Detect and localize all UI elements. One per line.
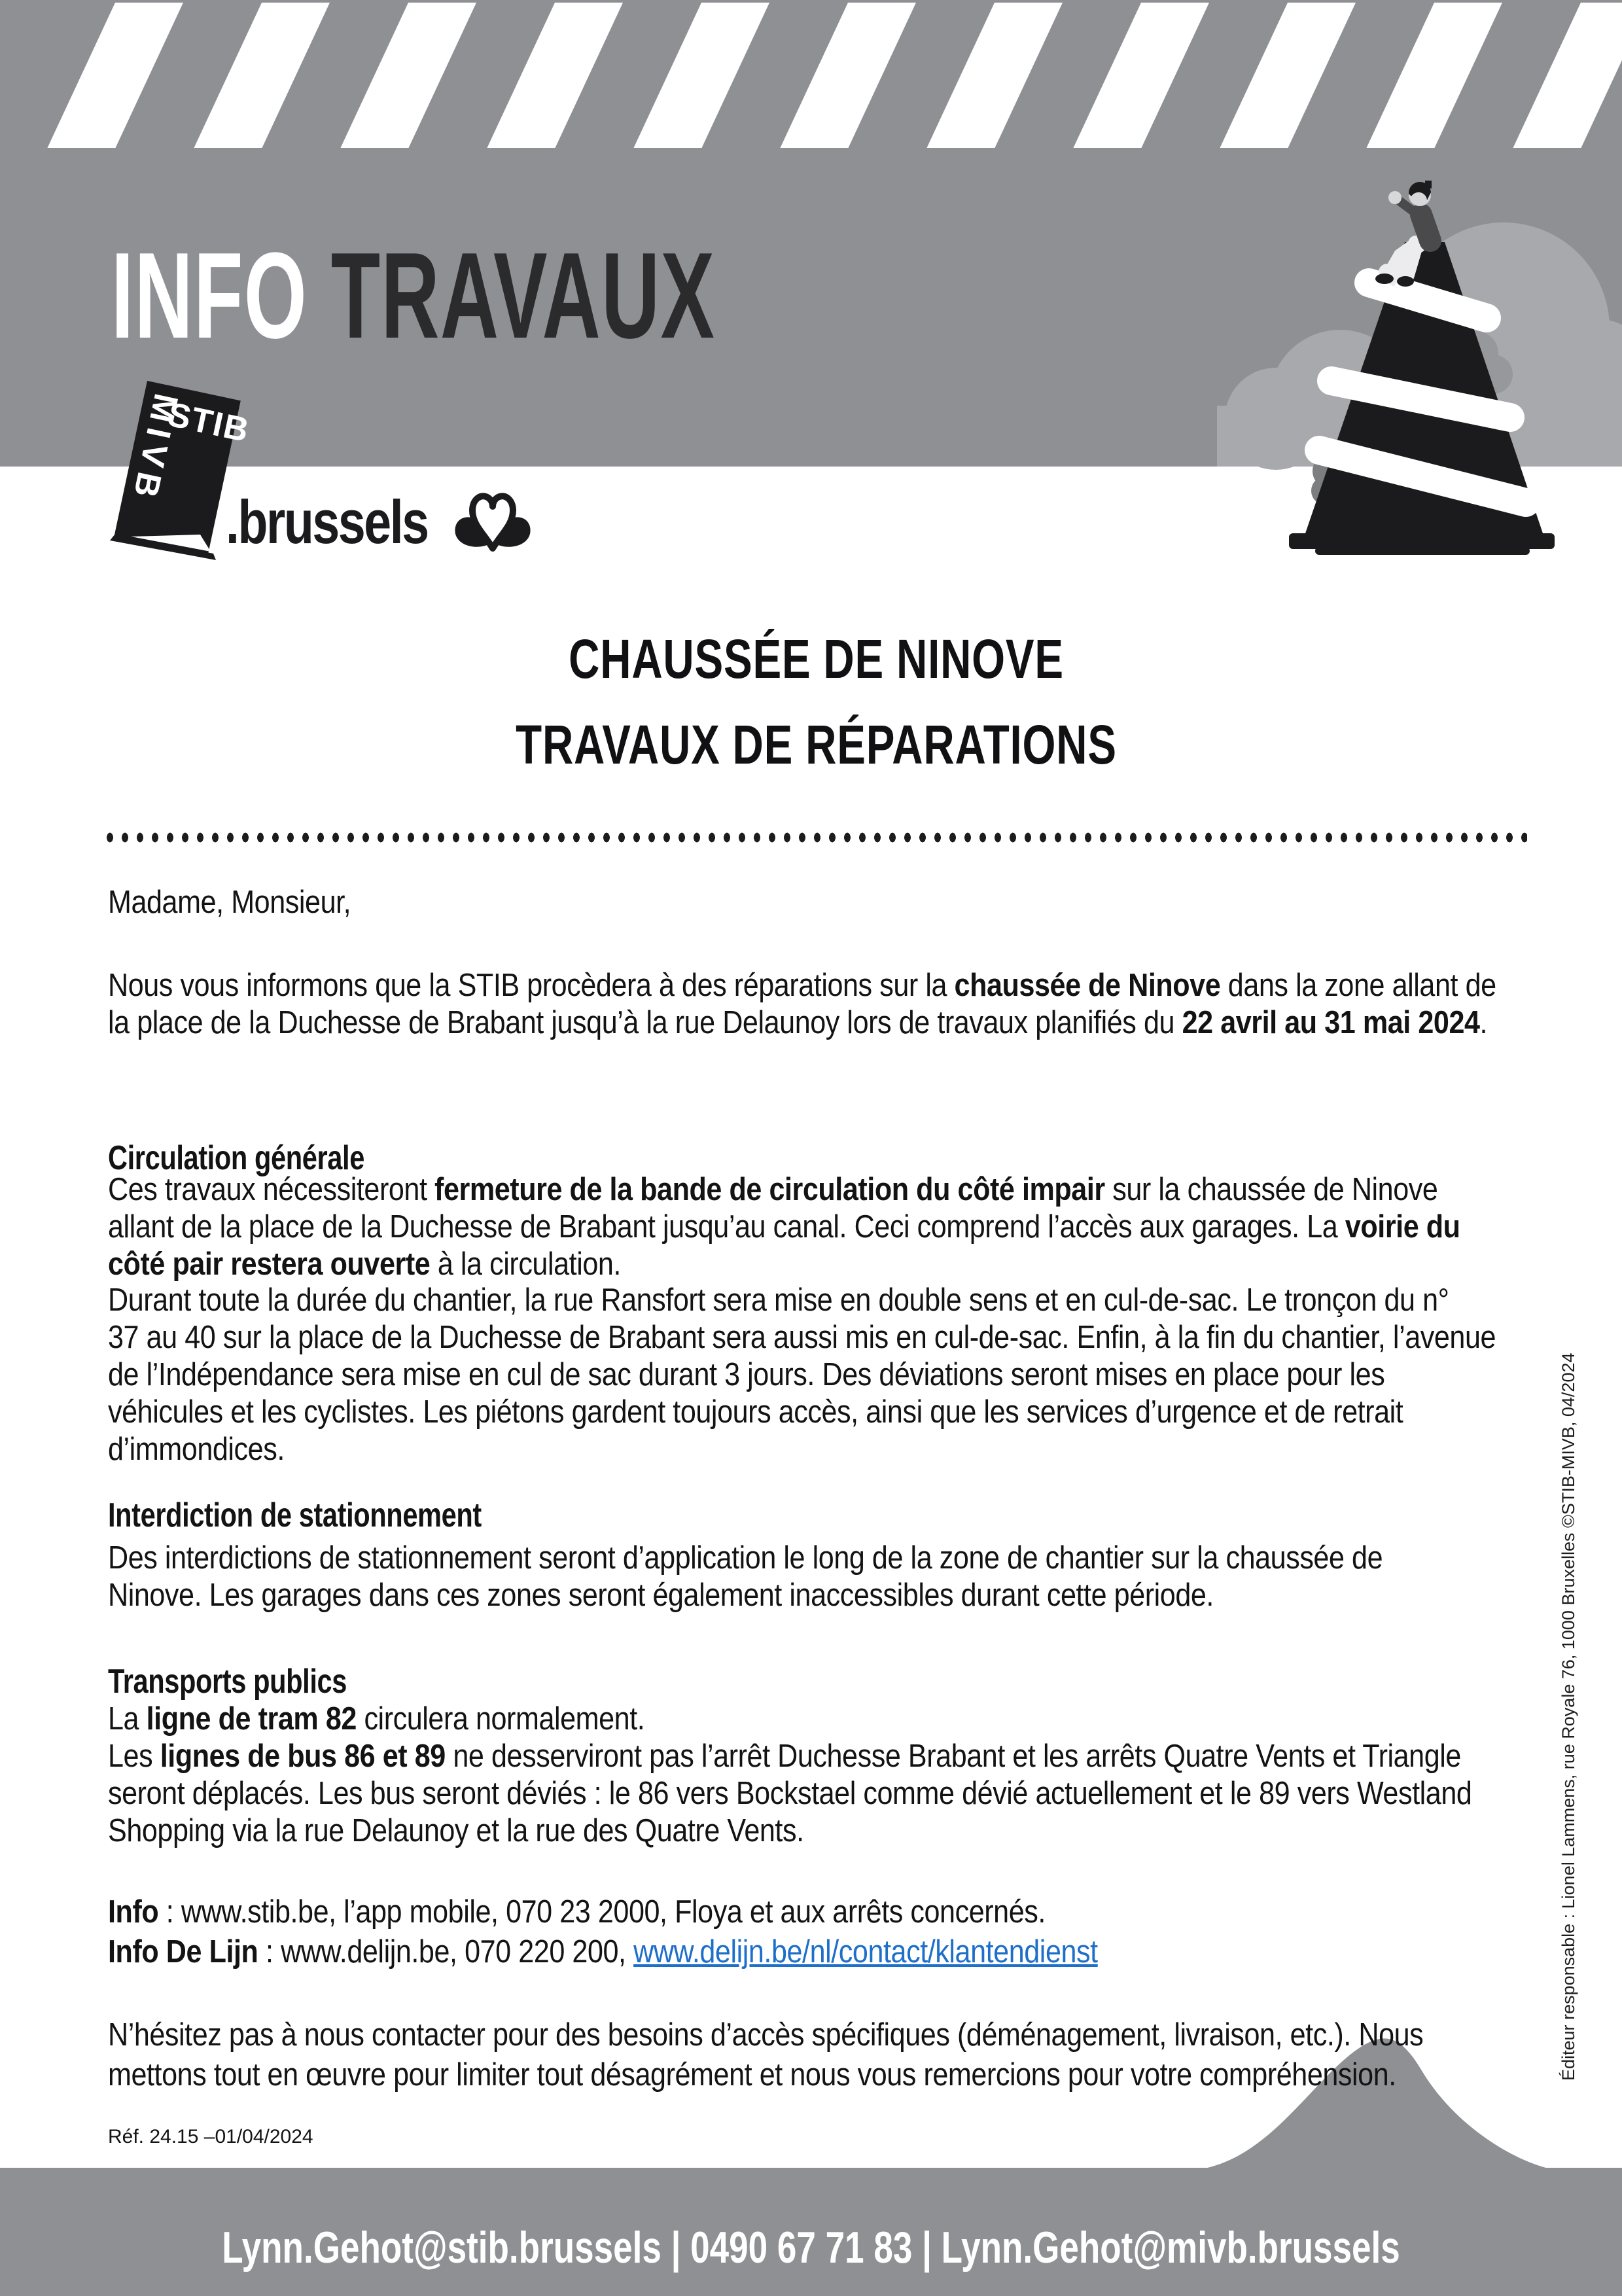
salutation: Madame, Monsieur,	[108, 885, 351, 920]
diagonal-stripe	[633, 3, 769, 148]
logo-mivb-label: MIVB	[124, 390, 185, 507]
diagonal-stripe	[47, 3, 183, 148]
delijn-link[interactable]: www.delijn.be/nl/contact/klantendienst	[633, 1934, 1098, 1969]
footer-contact: Lynn.Gehot@stib.brussels | 0490 67 71 83 | Lynn.Gehot@mivb.brussels	[222, 2223, 1400, 2272]
circulation-paragraph-1: Ces travaux nécessiteront fermeture de la bande de circulation du côté impair sur la chaussée de Ninove allant de la place de la Duchesse de Brabant jusqu’au canal. Ceci comprend l’accès aux garages. La voirie du côté pair restera ouverte à la circulation.	[108, 1172, 1460, 1282]
intro-paragraph: Nous vous informons que la STIB procèdera à des réparations sur la chaussée de Ninove dans la zone allant de la place de la Duchesse de Brabant jusqu’à la rue Delaunoy lors de travaux planifiés du 22 avril au 31 mai 2024.	[108, 968, 1496, 1040]
diagonal-stripe	[340, 3, 476, 148]
info-lines: Info : www.stib.be, l’app mobile, 070 23 2000, Floya et aux arrêts concernés. Info De Lijn : www.delijn.be, 070 220 200, www.delijn.be/nl/contact/klantendienst	[108, 1894, 1098, 1969]
brussels-logo-text: .brussels	[226, 487, 428, 556]
reference-number: Réf. 24.15 –01/04/2024	[108, 2126, 313, 2147]
closing-paragraph: N’hésitez pas à nous contacter pour des besoins d’accès spécifiques (déménagement, livraison, etc.). Nous mettons tout en œuvre pour limiter tout désagrément et nous vous remercions pour votre compréhension.	[108, 2017, 1424, 2093]
diagonal-stripe	[1073, 3, 1209, 148]
title-info: INFO	[111, 227, 308, 364]
circulation-paragraph-2: Durant toute la durée du chantier, la rue Ransfort sera mise en double sens et en cul-de-sac. Le tronçon du n° 37 au 40 sur la place de la Duchesse de Brabant sera aussi mis en cul-de-sac. Enfin, à la fin du chantier, l’avenue de l’Indépendance sera mise en cul de sac durant 3 jours. Des déviations seront mises en place pour les véhicules et les cyclistes. Les piétons gardent toujours accès, ainsi que les services d’urgence et de retrait d’immondices.	[108, 1282, 1496, 1467]
section-heading-transports: Transports publics	[108, 1663, 347, 1701]
brussels-heart-icon	[450, 483, 535, 561]
section-heading-circulation: Circulation générale	[108, 1139, 364, 1177]
diagonal-stripe	[926, 3, 1063, 148]
logo-stib-label: STIB	[164, 395, 253, 450]
doc-title-line2: TRAVAUX DE RÉPARATIONS	[516, 714, 1117, 775]
title-travaux: TRAVAUX	[330, 227, 716, 364]
stib-mivb-logo	[92, 353, 262, 595]
page-title	[111, 227, 716, 364]
diagonal-stripe	[194, 3, 330, 148]
doc-title-line1: CHAUSSÉE DE NINOVE	[569, 628, 1064, 690]
diagonal-stripe	[487, 3, 623, 148]
transports-paragraph: La ligne de tram 82 circulera normalement. Les lignes de bus 86 et 89 ne desserviront pas l’arrêt Duchesse Brabant et les arrêts Quatre Vents et Triangle seront déplacés. Les bus seront déviés : le 86 vers Bockstael comme dévié actuellement et le 89 vers Westland Shopping via la rue Delaunoy et la rue des Quatre Vents.	[108, 1701, 1472, 1848]
cone-lighthouse-illustration	[1191, 79, 1622, 589]
publisher-credit: Éditeur responsable : Lionel Lammens, rue Royale 76, 1000 Bruxelles ©STIB-MIVB, 04/2024	[1559, 1352, 1578, 2081]
interdiction-paragraph: Des interdictions de stationnement seront d’application le long de la zone de chantier sur la chaussée de Ninove. Les garages dans ces zones seront également inaccessibles durant cette période.	[108, 1540, 1383, 1613]
section-heading-interdiction: Interdiction de stationnement	[108, 1496, 482, 1534]
diagonal-stripe	[780, 3, 916, 148]
dotted-separator	[105, 832, 1527, 843]
